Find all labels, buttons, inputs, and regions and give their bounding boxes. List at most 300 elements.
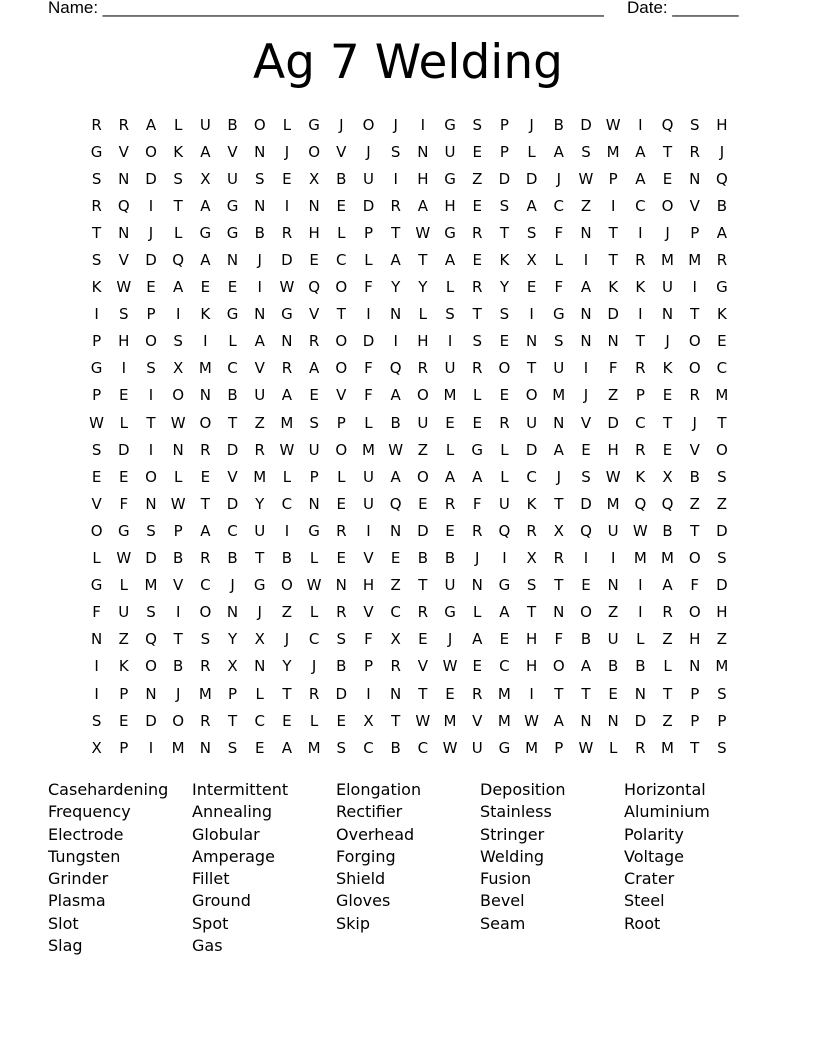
grid-letter: W	[306, 576, 322, 595]
grid-letter: W	[605, 115, 621, 134]
grid-letter: L	[608, 738, 618, 757]
grid-letter: Z	[472, 169, 483, 188]
grid-letter: G	[90, 576, 103, 595]
grid-letter: U	[498, 494, 510, 513]
grid-letter: G	[444, 223, 456, 242]
grid-letter: W	[524, 711, 540, 730]
grid-letter: V	[173, 576, 184, 595]
word-list-item: Spot	[192, 913, 229, 933]
grid-letter: A	[145, 115, 157, 134]
grid-letter: W	[578, 169, 594, 188]
grid-letter: W	[415, 711, 431, 730]
grid-letter: S	[173, 332, 183, 351]
grid-letter: U	[417, 413, 429, 432]
grid-letter: J	[447, 630, 453, 649]
grid-letter: I	[175, 305, 181, 324]
grid-letter: T	[336, 305, 346, 324]
grid-letter: O	[90, 521, 103, 540]
grid-letter: A	[254, 332, 265, 351]
grid-letter: P	[309, 467, 319, 486]
grid-letter: W	[605, 467, 621, 486]
grid-letter: X	[526, 549, 537, 568]
grid-letter: Z	[689, 494, 700, 513]
grid-letter: E	[336, 494, 347, 513]
grid-letter: N	[553, 603, 565, 622]
grid-letter: R	[472, 684, 483, 703]
grid-letter: Q	[117, 196, 130, 215]
grid-letter: O	[525, 386, 538, 405]
grid-letter: A	[444, 251, 456, 270]
grid-letter: C	[200, 576, 211, 595]
grid-letter: M	[280, 413, 294, 432]
grid-letter: I	[284, 521, 290, 540]
grid-letter: T	[391, 223, 401, 242]
grid-letter: M	[525, 738, 539, 757]
grid-letter: V	[91, 494, 102, 513]
grid-letter: S	[309, 413, 319, 432]
grid-letter: I	[366, 684, 371, 703]
grid-letter: A	[200, 142, 211, 161]
grid-letter: O	[498, 359, 511, 378]
grid-letter: E	[91, 467, 102, 486]
grid-letter: C	[716, 359, 728, 378]
grid-letter: Z	[390, 576, 401, 595]
grid-letter: Z	[716, 630, 728, 649]
grid-letter: A	[662, 576, 673, 595]
grid-letter: N	[553, 413, 565, 432]
grid-letter: A	[716, 223, 728, 242]
grid-letter: Z	[608, 603, 619, 622]
grid-letter: G	[498, 576, 511, 595]
grid-letter: H	[689, 630, 701, 649]
grid-letter: S	[227, 738, 238, 757]
grid-letter: L	[92, 549, 101, 568]
grid-letter: L	[527, 142, 536, 161]
grid-letter: U	[199, 115, 211, 134]
grid-letter: E	[472, 413, 482, 432]
grid-letter: H	[525, 657, 538, 676]
grid-letter: I	[94, 305, 99, 324]
grid-letter: B	[580, 630, 592, 649]
grid-letter: D	[417, 521, 429, 540]
grid-letter: O	[362, 115, 375, 134]
grid-letter: O	[281, 576, 293, 595]
grid-letter: G	[444, 169, 456, 188]
grid-letter: R	[472, 223, 483, 242]
grid-letter: F	[364, 630, 373, 649]
grid-letter: T	[92, 223, 102, 242]
grid-letter: I	[529, 684, 534, 703]
grid-letter: T	[608, 223, 618, 242]
grid-letter: S	[581, 142, 591, 161]
grid-letter: I	[393, 169, 398, 188]
grid-letter: Z	[608, 386, 619, 405]
grid-letter: E	[119, 467, 129, 486]
grid-letter: S	[499, 196, 510, 215]
grid-letter: O	[335, 359, 348, 378]
grid-letter: C	[308, 630, 320, 649]
grid-letter: A	[281, 386, 293, 405]
grid-letter: X	[526, 251, 537, 270]
grid-letter: R	[472, 278, 483, 297]
word-list-item: Plasma	[48, 891, 106, 911]
grid-letter: V	[417, 657, 428, 676]
grid-letter: S	[91, 169, 102, 188]
grid-letter: N	[254, 657, 266, 676]
grid-letter: Q	[716, 169, 728, 188]
grid-letter: O	[172, 711, 185, 730]
grid-letter: N	[607, 576, 619, 595]
grid-letter: I	[638, 115, 643, 134]
grid-letter: Z	[254, 413, 265, 432]
grid-letter: L	[636, 630, 645, 649]
grid-letter: E	[309, 386, 319, 405]
grid-letter: Q	[172, 251, 185, 270]
grid-letter: I	[610, 196, 616, 215]
grid-letter: U	[553, 359, 565, 378]
grid-letter: U	[118, 603, 130, 622]
word-list-item: Fusion	[480, 869, 532, 889]
grid-letter: O	[199, 413, 212, 432]
grid-letter: D	[716, 576, 728, 595]
grid-letter: P	[336, 413, 346, 432]
grid-letter: A	[472, 630, 483, 649]
grid-letter: L	[119, 576, 128, 595]
grid-letter: B	[444, 549, 456, 568]
grid-letter: Z	[716, 494, 728, 513]
grid-letter: V	[308, 305, 320, 324]
grid-letter: I	[175, 603, 181, 622]
grid-letter: J	[665, 332, 670, 351]
grid-letter: I	[583, 359, 589, 378]
grid-letter: K	[91, 278, 102, 297]
grid-letter: E	[200, 467, 211, 486]
word-list-item: Forging	[336, 846, 396, 866]
grid-letter: O	[145, 657, 157, 676]
grid-letter: W	[279, 278, 295, 297]
grid-letter: J	[148, 223, 154, 242]
grid-letter: L	[554, 251, 563, 270]
grid-letter: J	[284, 142, 290, 161]
grid-letter: G	[281, 305, 293, 324]
grid-letter: Y	[418, 278, 428, 297]
grid-letter: T	[554, 494, 564, 513]
grid-letter: T	[146, 413, 156, 432]
grid-letter: T	[391, 711, 401, 730]
grid-letter: S	[526, 223, 537, 242]
grid-letter: E	[662, 169, 673, 188]
grid-letter: D	[498, 169, 511, 188]
grid-letter: N	[580, 223, 592, 242]
grid-letter: F	[690, 576, 700, 595]
grid-letter: G	[308, 115, 320, 134]
grid-letter: N	[634, 684, 646, 703]
grid-letter: M	[253, 467, 267, 486]
grid-letter: G	[498, 738, 511, 757]
grid-letter: R	[553, 549, 564, 568]
grid-letter: K	[635, 467, 646, 486]
grid-letter: H	[716, 115, 728, 134]
grid-letter: O	[199, 603, 212, 622]
grid-letter: N	[90, 630, 103, 649]
grid-letter: B	[390, 413, 401, 432]
grid-letter: N	[417, 142, 429, 161]
word-list-item: Polarity	[624, 824, 684, 844]
grid-letter: O	[688, 359, 701, 378]
grid-letter: W	[442, 657, 458, 676]
grid-letter: K	[499, 251, 510, 270]
grid-letter: D	[580, 494, 592, 513]
grid-letter: W	[632, 521, 648, 540]
grid-letter: M	[715, 386, 729, 405]
grid-letter: U	[362, 467, 374, 486]
grid-letter: E	[717, 332, 727, 351]
grid-letter: E	[581, 440, 591, 459]
grid-letter: Q	[580, 521, 592, 540]
grid-letter: T	[554, 576, 564, 595]
grid-letter: W	[388, 440, 404, 459]
grid-letter: O	[172, 386, 185, 405]
grid-letter: O	[335, 278, 348, 297]
grid-letter: J	[556, 169, 561, 188]
grid-letter: O	[416, 467, 429, 486]
grid-letter: D	[525, 169, 538, 188]
grid-letter: N	[172, 440, 184, 459]
grid-letter: X	[91, 738, 102, 757]
grid-letter: V	[254, 359, 265, 378]
grid-letter: O	[688, 603, 701, 622]
grid-letter: S	[472, 115, 482, 134]
grid-letter: S	[336, 738, 347, 757]
grid-letter: Z	[118, 630, 129, 649]
grid-letter: E	[227, 278, 238, 297]
grid-letter: N	[335, 576, 347, 595]
grid-letter: M	[497, 684, 511, 703]
grid-letter: R	[308, 684, 320, 703]
grid-letter: G	[117, 521, 130, 540]
grid-letter: R	[716, 251, 728, 270]
grid-letter: J	[556, 467, 561, 486]
grid-letter: E	[336, 196, 347, 215]
grid-letter: P	[499, 115, 509, 134]
grid-letter: G	[444, 603, 456, 622]
grid-letter: Y	[255, 494, 265, 513]
grid-letter: I	[121, 359, 126, 378]
grid-letter: T	[418, 251, 428, 270]
grid-letter: M	[307, 738, 321, 757]
word-list-item: Aluminium	[624, 802, 710, 822]
grid-letter: R	[200, 549, 211, 568]
grid-letter: P	[690, 223, 700, 242]
grid-letter: J	[284, 630, 290, 649]
grid-letter: I	[148, 196, 154, 215]
grid-letter: B	[553, 115, 564, 134]
grid-letter: Q	[661, 115, 674, 134]
grid-letter: P	[92, 386, 102, 405]
grid-letter: G	[90, 142, 103, 161]
grid-letter: E	[119, 386, 129, 405]
grid-letter: W	[578, 738, 594, 757]
grid-letter: E	[418, 630, 428, 649]
grid-letter: U	[444, 576, 456, 595]
grid-letter: C	[553, 196, 565, 215]
grid-letter: I	[148, 440, 154, 459]
grid-letter: N	[254, 305, 266, 324]
grid-letter: D	[145, 711, 157, 730]
grid-letter: U	[254, 386, 266, 405]
grid-letter: B	[716, 196, 728, 215]
grid-letter: O	[416, 386, 429, 405]
grid-letter: I	[638, 223, 643, 242]
grid-letter: P	[690, 711, 700, 730]
grid-letter: T	[717, 413, 727, 432]
grid-letter: N	[308, 196, 320, 215]
grid-letter: B	[336, 657, 347, 676]
grid-letter: L	[473, 603, 482, 622]
word-list-item: Gas	[192, 936, 223, 956]
grid-letter: B	[281, 549, 293, 568]
grid-letter: E	[472, 142, 482, 161]
grid-letter: C	[499, 657, 510, 676]
grid-letter: F	[554, 278, 564, 297]
grid-letter: C	[336, 251, 347, 270]
grid-letter: A	[390, 386, 401, 405]
grid-letter: N	[118, 169, 130, 188]
grid-letter: F	[119, 494, 129, 513]
grid-letter: S	[445, 305, 455, 324]
grid-letter: R	[635, 738, 646, 757]
grid-letter: K	[173, 142, 184, 161]
grid-letter: P	[363, 657, 373, 676]
grid-letter: W	[170, 494, 186, 513]
grid-letter: S	[581, 467, 591, 486]
grid-letter: P	[717, 711, 727, 730]
grid-letter: M	[198, 684, 212, 703]
grid-letter: K	[716, 305, 727, 324]
grid-letter: O	[716, 440, 728, 459]
grid-letter: L	[473, 386, 482, 405]
grid-letter: R	[390, 657, 401, 676]
grid-letter: T	[690, 521, 700, 540]
grid-letter: A	[417, 196, 428, 215]
grid-letter: P	[690, 684, 700, 703]
grid-letter: R	[635, 251, 646, 270]
grid-letter: H	[716, 603, 728, 622]
grid-letter: E	[581, 576, 591, 595]
grid-letter: N	[661, 305, 674, 324]
grid-letter: W	[170, 413, 186, 432]
grid-letter: A	[200, 251, 211, 270]
grid-letter: U	[227, 169, 239, 188]
grid-letter: I	[583, 549, 589, 568]
grid-letter: R	[308, 332, 320, 351]
grid-letter: T	[635, 332, 645, 351]
grid-letter: R	[254, 440, 265, 459]
grid-letter: W	[116, 278, 132, 297]
grid-letter: G	[226, 305, 239, 324]
grid-letter: E	[472, 196, 482, 215]
grid-letter: S	[717, 467, 727, 486]
grid-letter: B	[227, 386, 238, 405]
grid-letter: L	[255, 684, 264, 703]
grid-letter: T	[608, 251, 618, 270]
grid-letter: T	[690, 305, 700, 324]
grid-letter: N	[390, 521, 402, 540]
grid-letter: V	[689, 196, 700, 215]
grid-letter: D	[607, 305, 619, 324]
grid-letter: V	[580, 413, 592, 432]
grid-letter: G	[471, 440, 484, 459]
grid-letter: D	[525, 440, 538, 459]
grid-letter: M	[552, 386, 566, 405]
grid-letter: R	[336, 603, 347, 622]
grid-letter: L	[282, 115, 292, 134]
grid-letter: S	[472, 332, 482, 351]
grid-letter: L	[173, 223, 183, 242]
grid-letter: I	[610, 549, 616, 568]
word-list-item: Stringer	[480, 824, 545, 844]
grid-letter: G	[444, 115, 456, 134]
grid-letter: Y	[499, 278, 509, 297]
grid-letter: I	[94, 684, 99, 703]
grid-letter: N	[199, 386, 211, 405]
word-list-item: Slag	[48, 936, 83, 956]
grid-letter: R	[390, 196, 401, 215]
grid-letter: U	[607, 521, 619, 540]
grid-letter: O	[253, 115, 266, 134]
grid-letter: I	[257, 278, 262, 297]
grid-letter: E	[608, 684, 618, 703]
grid-letter: R	[281, 223, 293, 242]
grid-letter: A	[200, 196, 211, 215]
grid-letter: S	[146, 359, 156, 378]
grid-letter: B	[689, 467, 700, 486]
grid-letter: I	[94, 657, 99, 676]
grid-letter: R	[91, 115, 102, 134]
grid-letter: X	[227, 657, 238, 676]
grid-letter: I	[148, 386, 154, 405]
grid-letter: B	[227, 115, 238, 134]
grid-letter: H	[308, 223, 320, 242]
grid-letter: C	[635, 196, 646, 215]
grid-letter: B	[635, 657, 646, 676]
grid-letter: R	[499, 413, 510, 432]
grid-letter: S	[91, 711, 102, 730]
grid-letter: S	[91, 440, 102, 459]
word-list-item: Casehardening	[48, 780, 169, 799]
grid-letter: L	[309, 603, 319, 622]
grid-letter: T	[227, 711, 238, 730]
grid-letter: F	[472, 494, 482, 513]
grid-letter: H	[444, 196, 456, 215]
word-list-item: Overhead	[336, 824, 415, 844]
grid-letter: C	[526, 467, 537, 486]
grid-letter: G	[199, 223, 212, 242]
grid-letter: L	[337, 223, 346, 242]
grid-letter: X	[308, 169, 320, 188]
grid-letter: M	[606, 142, 620, 161]
grid-letter: H	[362, 576, 375, 595]
grid-letter: V	[227, 467, 238, 486]
grid-letter: X	[662, 467, 673, 486]
grid-letter: A	[390, 251, 401, 270]
grid-letter: H	[417, 169, 429, 188]
word-list-item: Welding	[480, 846, 545, 866]
grid-letter: T	[499, 223, 509, 242]
word-search-grid	[83, 111, 736, 761]
grid-letter: D	[716, 521, 728, 540]
grid-letter: A	[553, 142, 564, 161]
